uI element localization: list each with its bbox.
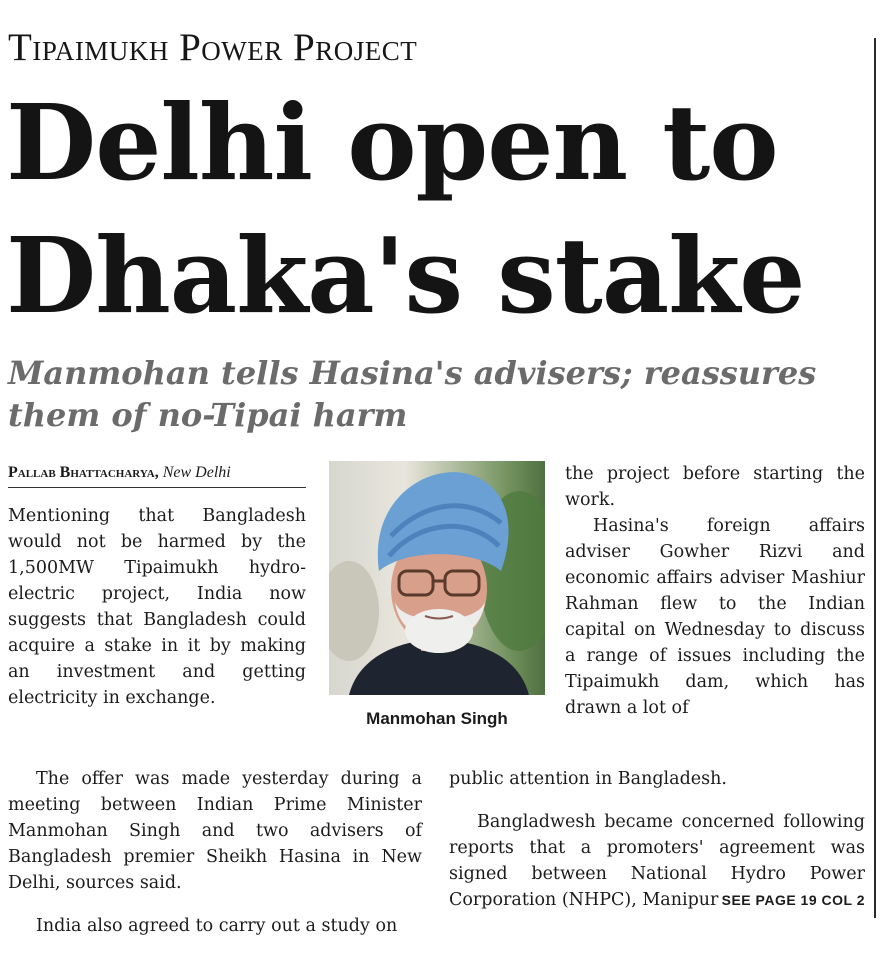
jump-line: SEE PAGE 19 COL 2 bbox=[721, 892, 865, 908]
paragraph-3: Hasina's foreign affairs adviser Gowher Rizvi and economic affairs adviser Mashiur Rahman flew to the Indian capital on Wednesday to discuss a range of issues including the Tipaimukh dam, which has drawn a lot of bbox=[565, 516, 865, 718]
byline bbox=[8, 461, 306, 488]
paragraph-cont: the project before starting the work. bbox=[565, 464, 865, 510]
column-rule bbox=[874, 38, 876, 918]
portrait-photo bbox=[329, 461, 545, 695]
photo-caption: Manmohan Singh bbox=[366, 709, 508, 728]
paragraph-5: Bangladwesh became concerned following reports that a promoters' agreement was signed between National Hydro Power Corporation (NHPC), Manipur bbox=[449, 812, 865, 910]
column-3 bbox=[565, 461, 865, 721]
deck-subheadline: Manmohan tells Hasina's advisers; reassures them of no-Tipai harm bbox=[8, 354, 817, 434]
column-1 bbox=[8, 503, 306, 711]
byline-dateline: New Delhi bbox=[162, 464, 231, 481]
paragraph-2: The offer was made yesterday during a meeting between Indian Prime Minister Manmohan Singh and two advisers of Bangladesh premier Sheikh Hasina in New Delhi, sources said. bbox=[8, 768, 422, 893]
column-left-bottom bbox=[8, 748, 422, 957]
byline-author: Pallab Bhattacharya, bbox=[8, 464, 159, 481]
paragraph-3-cont: public attention in Bangladesh. bbox=[449, 768, 727, 789]
paragraph-1: Mentioning that Bangladesh would not be harmed by the 1,500MW Tipaimukh hydro-electric project, India now suggests that Bangladesh could acquire a stake in it by making an investment and getting electricity in exchange. bbox=[8, 506, 306, 708]
paragraph-4: India also agreed to carry out a study on bbox=[36, 916, 398, 936]
headline: Delhi open to Dhaka's stake bbox=[6, 81, 805, 337]
section-kicker: Tipaimukh Power Project bbox=[8, 26, 418, 69]
